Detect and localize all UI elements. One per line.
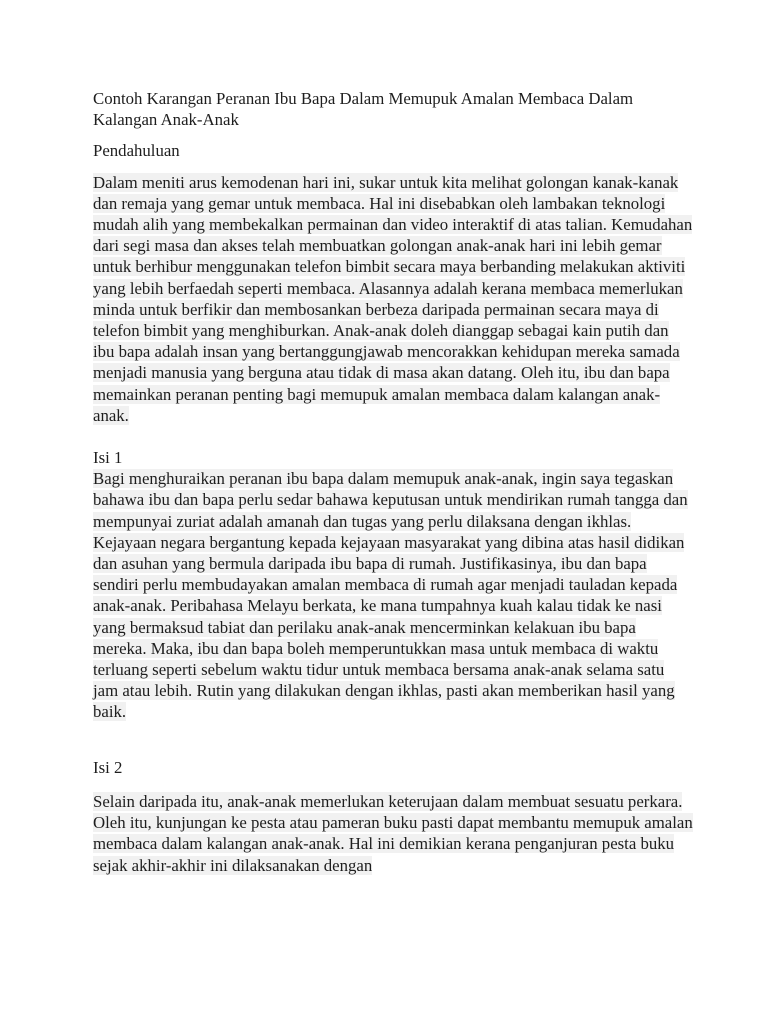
paragraph-text: Dalam meniti arus kemodenan hari ini, sukar untuk kita melihat golongan kanak-kanak dan remaja yang gemar untuk membaca. Hal ini disebabkan oleh lambakan teknologi mudah alih yang membekalkan permainan dan video interaktif di atas talian. Kemudahan dari segi masa dan akses telah membuatkan golongan anak-anak hari ini lebih gemar untuk berhibur menggunakan telefon bimbit secara maya berbanding melakukan aktiviti yang lebih berfaedah seperti membaca. Alasannya adalah kerana membaca memerlukan minda untuk berfikir dan membosankan berbeza daripada permainan secara maya di telefon bimbit yang menghiburkan. Anak-anak doleh dianggap sebagai kain putih dan ibu bapa adalah insan yang bertanggungjawab mencorakkan kehidupan mereka samada menjadi manusia yang berguna atau tidak di masa akan datang. Oleh itu, ibu dan bapa memainkan peranan penting bagi memupuk amalan membaca dalam kalangan anak-anak. [93,172,693,425]
document-title: Contoh Karangan Peranan Ibu Bapa Dalam Memupuk Amalan Membaca Dalam Kalangan Anak-Anak [93,89,634,130]
section-heading-isi-1: Isi 1 [93,448,123,468]
section-heading-isi-2: Isi 2 [93,757,123,777]
section-heading-pendahuluan: Pendahuluan [93,141,180,161]
section-paragraph-pendahuluan [93,172,693,426]
spacer [93,778,693,791]
section-paragraph-isi-2 [93,791,693,876]
spacer [93,723,693,757]
paragraph-text: Selain daripada itu, anak-anak memerlukan keterujaan dalam membuat sesuatu perkara. Oleh itu, kunjungan ke pesta atau pameran buku pasti dapat membantu memupuk amalan membaca dalam kalangan anak-anak. Hal ini demikian kerana penganjuran pesta buku sejak akhir-akhir ini dilaksanakan dengan [93,791,693,875]
spacer [93,426,693,447]
section-paragraph-isi-1 [93,468,693,722]
document-body [93,88,693,876]
paragraph-text: Bagi menghuraikan peranan ibu bapa dalam memupuk anak-anak, ingin saya tegaskan bahawa ibu dan bapa perlu sedar bahawa keputusan untuk mendirikan rumah tangga dan mempunyai zuriat adalah amanah dan tugas yang perlu dilaksana dengan ikhlas. Kejayaan negara bergantung kepada kejayaan masyarakat yang dibina atas hasil didikan dan asuhan yang bermula daripada ibu bapa di rumah. Justifikasinya, ibu dan bapa sendiri perlu membudayakan amalan membaca di rumah agar menjadi tauladan kepada anak-anak. Peribahasa Melayu berkata, ke mana tumpahnya kuah kalau tidak ke nasi yang bermaksud tabiat dan perilaku anak-anak mencerminkan kelakuan ibu bapa mereka. Maka, ibu dan bapa boleh memperuntukkan masa untuk membaca di waktu terluang seperti sebelum waktu tidur untuk membaca bersama anak-anak selama satu jam atau lebih. Rutin yang dilakukan dengan ikhlas, pasti akan memberikan hasil yang baik. [93,469,688,722]
